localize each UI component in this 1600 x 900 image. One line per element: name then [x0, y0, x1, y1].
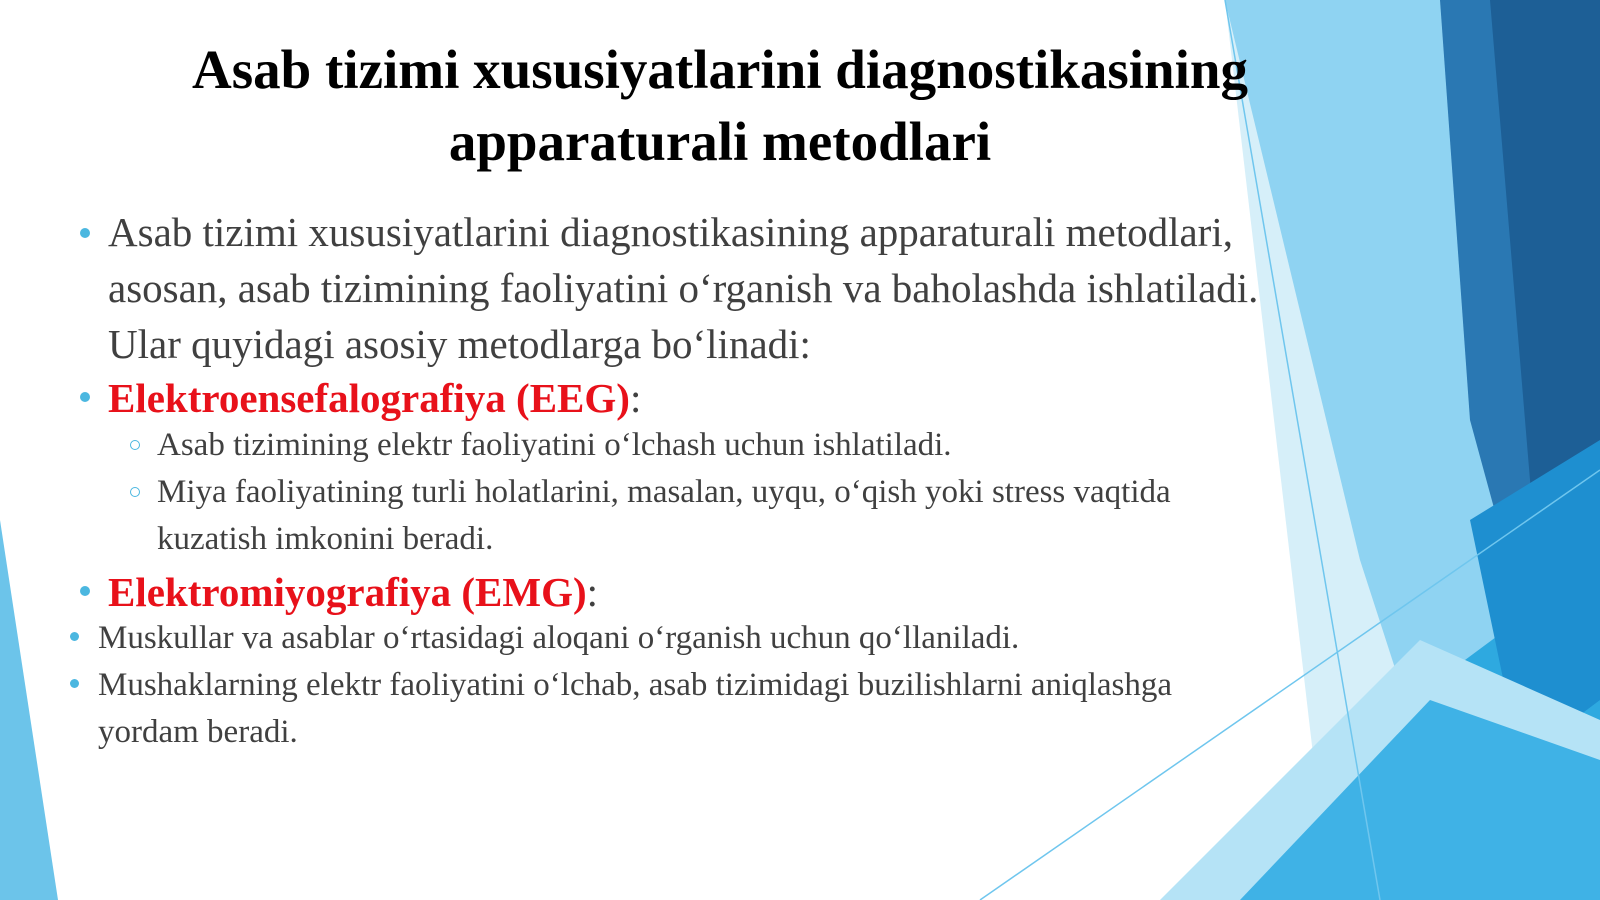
- eeg-item-2-cont: kuzatish imkonini beradi.: [157, 521, 494, 557]
- emg-colon: :: [586, 569, 599, 615]
- eeg-heading: Elektroensefalografiya (EEG): [108, 375, 630, 421]
- intro-line-3: Ular quyidagi asosiy metodlarga bo‘linadi:: [108, 321, 811, 367]
- hollow-bullet-icon: [130, 487, 140, 497]
- slide-title: [110, 34, 1330, 178]
- intro-line-1: Asab tizimi xususiyatlarini diagnostikasining apparaturali metodlari,: [108, 209, 1233, 255]
- bullet-dot-icon: [70, 679, 79, 688]
- eeg-colon: :: [629, 375, 642, 421]
- emg-item-1-text: Muskullar va asablar o‘rtasidagi aloqani o‘rganish uchun qo‘llaniladi.: [98, 620, 1020, 656]
- eeg-item-2-text: Miya faoliyatining turli holatlarini, masalan, uyqu, o‘qish yoki stress vaqtida: [157, 474, 1171, 510]
- intro-line-2: asosan, asab tizimining faoliyatini o‘rganish va baholashda ishlatiladi.: [108, 265, 1259, 311]
- bullet-dot-icon: [80, 392, 90, 402]
- bullet-dot-icon: [80, 586, 90, 596]
- hollow-bullet-icon: [130, 440, 140, 450]
- title-line-1: Asab tizimi xususiyatlarini diagnostikasining: [192, 39, 1248, 100]
- emg-item-2-cont: yordam beradi.: [98, 714, 298, 750]
- emg-heading: Elektromiyografiya (EMG): [108, 569, 587, 615]
- emg-item-2-text: Mushaklarning elektr faoliyatini o‘lchab, asab tizimidagi buzilishlarni aniqlashga: [98, 667, 1173, 703]
- title-line-2: apparaturali metodlari: [448, 111, 992, 172]
- bullet-dot-icon: [70, 632, 79, 641]
- eeg-item-1-text: Asab tizimining elektr faoliyatini o‘lchash uchun ishlatiladi.: [157, 427, 952, 463]
- bullet-dot-icon: [80, 228, 90, 238]
- bg-shape-left: [0, 520, 58, 900]
